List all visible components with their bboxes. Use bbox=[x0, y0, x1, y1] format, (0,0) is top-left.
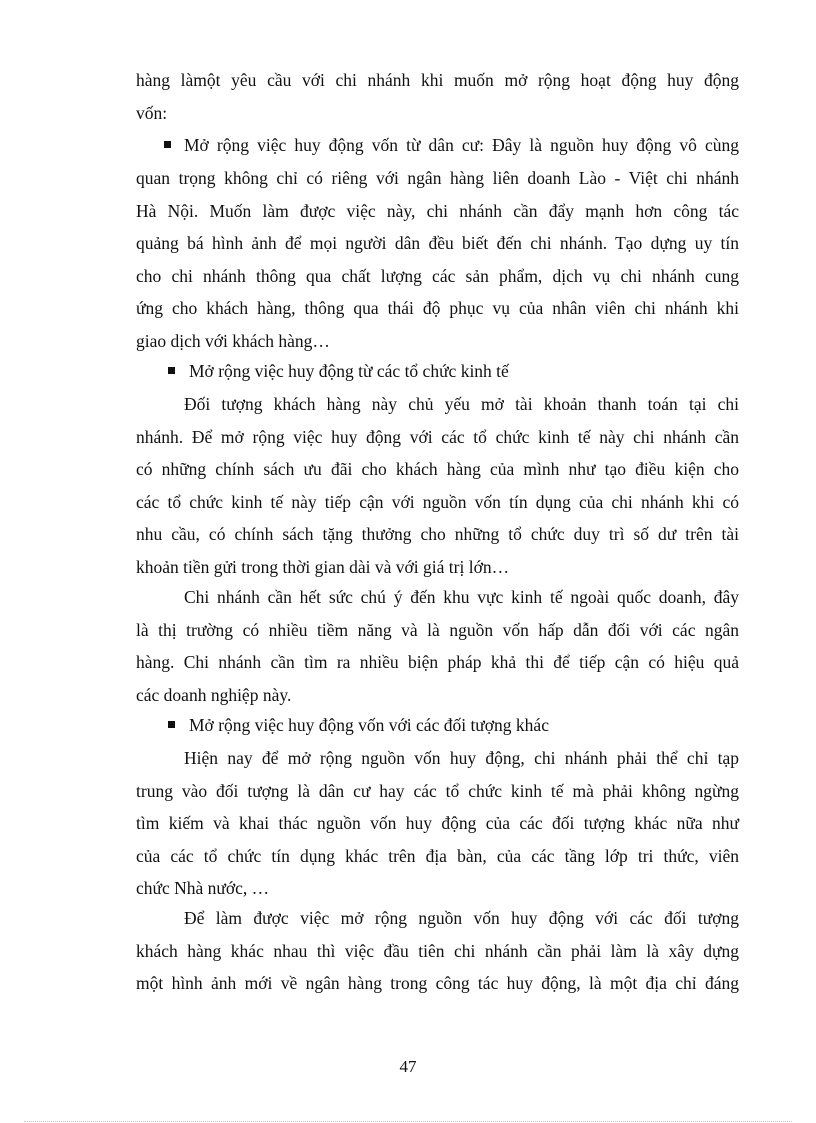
bullet-heading: Mở rộng việc huy động từ các tổ chức kinh tế bbox=[189, 361, 509, 381]
paragraph-intro bbox=[136, 64, 739, 129]
square-bullet-icon bbox=[164, 141, 171, 148]
paragraph-economic-orgs bbox=[136, 388, 739, 584]
text-line: ứng cho khách hàng, thông qua thái độ phục vụ của nhân viên chi nhánh khi bbox=[136, 298, 739, 319]
text-line: khoản tiền gửi trong thời gian dài và với giá trị lớn… bbox=[136, 556, 510, 577]
bullet-heading: Mở rộng việc huy động vốn với các đối tượng khác bbox=[189, 715, 549, 735]
text-line: các tổ chức kinh tế này tiếp cận với nguồn vốn tín dụng của chi nhánh khi có bbox=[136, 491, 739, 512]
text-line: trung vào đối tượng là dân cư hay các tổ chức kinh tế mà phải không ngừng bbox=[136, 780, 739, 801]
text-line: tìm kiếm và khai thác nguồn vốn huy động của các đối tượng khác nữa như bbox=[136, 813, 739, 834]
text-line: Đối tượng khách hàng này chủ yếu mở tài khoản thanh toán tại chi bbox=[184, 394, 739, 414]
text-line: khách hàng khác nhau thì việc đầu tiên chi nhánh cần phải làm là xây dựng bbox=[136, 940, 739, 961]
text-line: hàng làmột yêu cầu với chi nhánh khi muốn mở rộng hoạt động huy động bbox=[136, 70, 739, 90]
paragraph-non-state bbox=[136, 581, 739, 711]
bullet-item-other-targets bbox=[0, 709, 816, 742]
square-bullet-icon bbox=[168, 721, 175, 728]
text-line: giao dịch với khách hàng… bbox=[136, 330, 330, 351]
text-line: có những chính sách ưu đãi cho khách hàng của mình như tạo điều kiện cho bbox=[136, 459, 739, 480]
text-line: Hà Nội. Muốn làm được việc này, chi nhánh cần đẩy mạnh hơn công tác bbox=[136, 200, 739, 221]
text-line: chức Nhà nước, … bbox=[136, 878, 270, 899]
text-line: cho chi nhánh thông qua chất lượng các sản phẩm, dịch vụ chi nhánh cung bbox=[136, 265, 739, 286]
text-line: nhánh. Để mở rộng việc huy động với các tổ chức kinh tế này chi nhánh cần bbox=[136, 426, 739, 447]
text-line: vốn: bbox=[136, 102, 168, 123]
text-line: Để làm được việc mở rộng nguồn vốn huy động với các đối tượng bbox=[184, 908, 739, 928]
page-bottom-divider bbox=[24, 1121, 792, 1122]
square-bullet-icon bbox=[168, 367, 175, 374]
bullet-item-residents bbox=[0, 129, 816, 162]
text-line: Chi nhánh cần hết sức chú ý đến khu vực kinh tế ngoài quốc doanh, đây bbox=[184, 587, 739, 607]
text-line: các doanh nghiệp này. bbox=[136, 684, 292, 705]
text-line: nhu cầu, có chính sách tặng thưởng cho những tổ chức duy trì số dư trên tài bbox=[136, 524, 739, 545]
text-line: Hiện nay để mở rộng nguồn vốn huy động, chi nhánh phải thể chỉ tạp bbox=[184, 748, 739, 768]
text-line: là thị trường có nhiều tiềm năng và là nguồn vốn hấp dẫn đối với các ngân bbox=[136, 619, 739, 640]
paragraph-other-targets bbox=[136, 742, 739, 905]
bullet-heading: Mở rộng việc huy động vốn từ dân cư: Đây là nguồn huy động vô cùng bbox=[184, 135, 739, 155]
paragraph-new-image bbox=[136, 902, 739, 1000]
bullet-item-economic-orgs bbox=[0, 355, 816, 388]
text-line: của các tổ chức tín dụng khác trên địa bàn, của các tầng lớp tri thức, viên bbox=[136, 845, 739, 866]
text-line: quảng bá hình ảnh để mọi người dân đều biết đến chi nhánh. Tạo dựng uy tín bbox=[136, 233, 739, 254]
paragraph-residents bbox=[136, 162, 739, 358]
text-line: hàng. Chi nhánh cần tìm ra nhiều biện pháp khả thi để tiếp cận có hiệu quả bbox=[136, 652, 739, 673]
page-number: 47 bbox=[399, 1057, 417, 1076]
text-line: một hình ảnh mới về ngân hàng trong công tác huy động, là một địa chỉ đáng bbox=[136, 973, 739, 994]
text-line: quan trọng không chỉ có riêng với ngân hàng liên doanh Lào - Việt chi nhánh bbox=[136, 168, 739, 188]
